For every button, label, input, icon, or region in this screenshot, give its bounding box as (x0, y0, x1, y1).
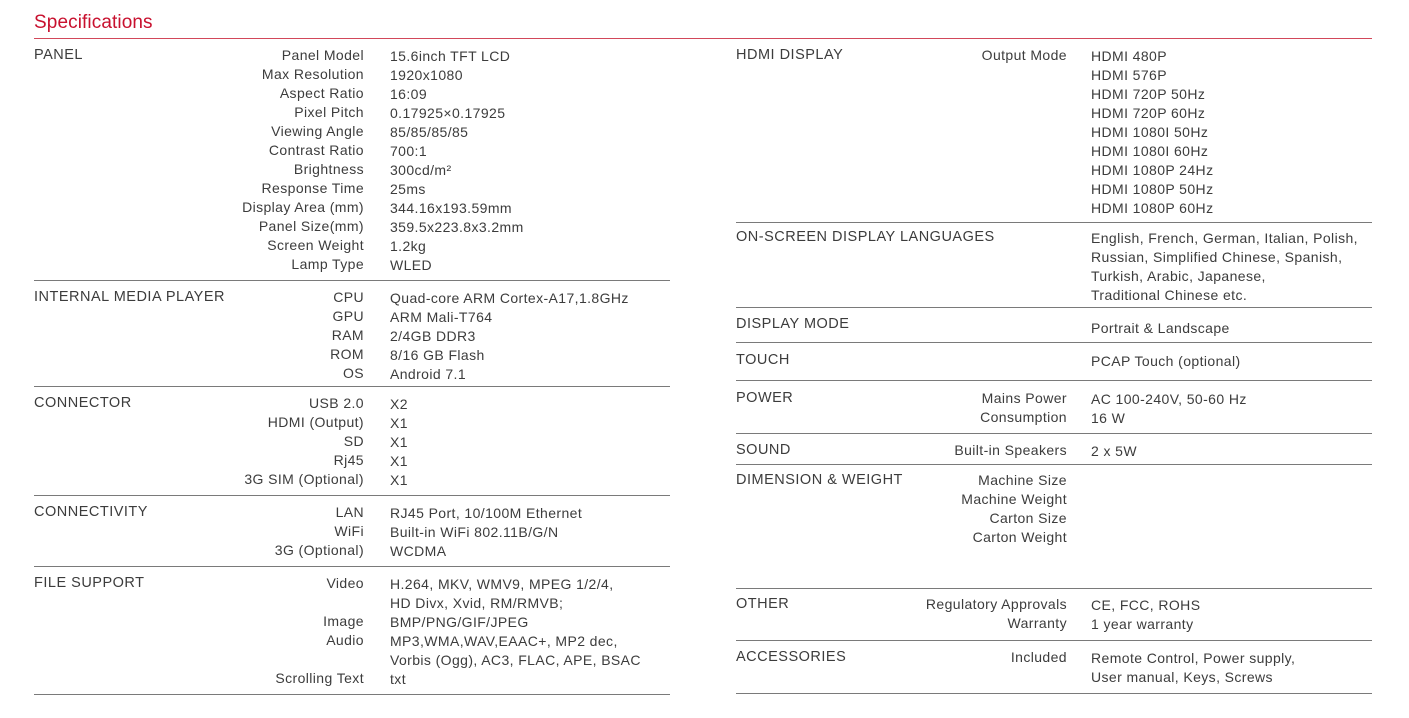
spec-label: OS (342, 365, 364, 381)
spec-section-panel (34, 46, 670, 281)
section-title: ACCESSORIES (736, 649, 847, 665)
spec-value: HDMI 1080I 60Hz (1091, 143, 1209, 159)
spec-label: USB 2.0 (309, 395, 364, 411)
spec-label: 3G (Optional) (274, 542, 364, 558)
spec-label: RAM (331, 327, 364, 343)
spec-value: Russian, Simplified Chinese, Spanish, (1091, 249, 1343, 265)
spec-label: Audio (326, 632, 364, 648)
spec-label: HDMI (Output) (267, 414, 364, 430)
spec-label: Response Time (261, 180, 364, 196)
spec-value: CE, FCC, ROHS (1091, 597, 1201, 613)
spec-value: X1 (390, 472, 408, 488)
section-title: ON-SCREEN DISPLAY LANGUAGES (736, 229, 995, 245)
spec-label: Brightness (293, 161, 364, 177)
spec-label: Consumption (980, 409, 1067, 425)
spec-value: HDMI 1080P 50Hz (1091, 181, 1214, 197)
spec-value: Remote Control, Power supply, (1091, 650, 1296, 666)
spec-value: BMP/PNG/GIF/JPEG (390, 614, 529, 630)
spec-label: LAN (335, 504, 364, 520)
spec-label: Screen Weight (267, 237, 364, 253)
spec-value: 1.2kg (390, 238, 427, 254)
spec-section-file-support (34, 574, 670, 695)
spec-value: HDMI 720P 60Hz (1091, 105, 1206, 121)
spec-value: WLED (390, 257, 433, 273)
spec-label: SD (343, 433, 364, 449)
section-title: HDMI DISPLAY (736, 47, 844, 63)
section-title: TOUCH (736, 352, 790, 368)
spec-value: WCDMA (390, 543, 447, 559)
spec-value: HDMI 576P (1091, 67, 1167, 83)
spec-section-touch (736, 351, 1372, 381)
spec-label: ROM (330, 346, 364, 362)
spec-value: HDMI 1080I 50Hz (1091, 124, 1209, 140)
spec-value: txt (390, 671, 406, 687)
spec-value: Traditional Chinese etc. (1091, 287, 1248, 303)
spec-label: Mains Power (981, 390, 1067, 406)
spec-label: Pixel Pitch (294, 104, 364, 120)
spec-value: RJ45 Port, 10/100M Ethernet (390, 505, 583, 521)
section-title: CONNECTOR (34, 395, 132, 411)
section-title: DISPLAY MODE (736, 316, 850, 332)
spec-label: Panel Size(mm) (258, 218, 364, 234)
spec-value: H.264, MKV, WMV9, MPEG 1/2/4, (390, 576, 614, 592)
spec-section-connector (34, 394, 670, 496)
spec-value: 2 x 5W (1091, 443, 1137, 459)
spec-value: 300cd/m² (390, 162, 452, 178)
spec-label: Machine Size (978, 472, 1067, 488)
spec-value: X2 (390, 396, 408, 412)
spec-value: X1 (390, 434, 408, 450)
spec-value: PCAP Touch (optional) (1091, 353, 1241, 369)
spec-label: Warranty (1007, 615, 1067, 631)
spec-label: Video (326, 575, 364, 591)
spec-value: 15.6inch TFT LCD (390, 48, 511, 64)
spec-value: 1920x1080 (390, 67, 463, 83)
spec-label: Max Resolution (261, 66, 364, 82)
spec-label: CPU (333, 289, 364, 305)
spec-value: 0.17925×0.17925 (390, 105, 506, 121)
spec-section-other (736, 595, 1372, 641)
spec-section-hdmi-display (736, 46, 1372, 223)
spec-value: X1 (390, 415, 408, 431)
spec-section-sound (736, 441, 1372, 465)
spec-value: English, French, German, Italian, Polish, (1091, 230, 1358, 246)
spec-value: 25ms (390, 181, 426, 197)
spec-value: User manual, Keys, Screws (1091, 669, 1273, 685)
spec-value: X1 (390, 453, 408, 469)
spec-value: 16:09 (390, 86, 428, 102)
spec-section-on-screen-display-languages (736, 228, 1372, 308)
spec-value: ARM Mali-T764 (390, 309, 493, 325)
spec-value: 2/4GB DDR3 (390, 328, 476, 344)
section-title: PANEL (34, 47, 83, 63)
section-title: OTHER (736, 596, 790, 612)
spec-section-internal-media-player (34, 288, 670, 387)
spec-label: Aspect Ratio (279, 85, 364, 101)
spec-label: Panel Model (281, 47, 364, 63)
spec-value: 8/16 GB Flash (390, 347, 485, 363)
spec-value: 1 year warranty (1091, 616, 1194, 632)
spec-value: HDMI 480P (1091, 48, 1167, 64)
spec-label: WiFi (334, 523, 364, 539)
spec-label: Lamp Type (291, 256, 364, 272)
section-title: CONNECTIVITY (34, 504, 148, 520)
spec-section-dimension-weight (736, 471, 1372, 589)
spec-value: HD Divx, Xvid, RM/RMVB; (390, 595, 564, 611)
spec-label: Carton Weight (972, 529, 1067, 545)
spec-section-accessories (736, 648, 1372, 694)
section-title: POWER (736, 390, 794, 406)
spec-label: 3G SIM (Optional) (244, 471, 364, 487)
spec-label: Contrast Ratio (268, 142, 364, 158)
spec-label: Image (323, 613, 364, 629)
page-title: Specifications (34, 12, 153, 33)
spec-label: Carton Size (989, 510, 1067, 526)
spec-value: 359.5x223.8x3.2mm (390, 219, 524, 235)
spec-value: Turkish, Arabic, Japanese, (1091, 268, 1266, 284)
spec-label: Built-in Speakers (954, 442, 1067, 458)
spec-label: Scrolling Text (275, 670, 364, 686)
spec-section-display-mode (736, 315, 1372, 343)
spec-label: Viewing Angle (271, 123, 364, 139)
section-title: SOUND (736, 442, 791, 458)
spec-value: HDMI 1080P 60Hz (1091, 200, 1214, 216)
spec-value: Portrait & Landscape (1091, 320, 1230, 336)
spec-label: Rj45 (333, 452, 364, 468)
spec-value: 700:1 (390, 143, 428, 159)
spec-label: Machine Weight (961, 491, 1067, 507)
spec-value: Quad-core ARM Cortex-A17,1.8GHz (390, 290, 629, 306)
spec-label: Output Mode (981, 47, 1067, 63)
spec-value: MP3,WMA,WAV,EAAC+, MP2 dec, (390, 633, 618, 649)
section-title: FILE SUPPORT (34, 575, 145, 591)
spec-value: 85/85/85/85 (390, 124, 469, 140)
section-title: DIMENSION & WEIGHT (736, 472, 903, 488)
spec-value: 344.16x193.59mm (390, 200, 512, 216)
spec-section-connectivity (34, 503, 670, 567)
spec-value: HDMI 1080P 24Hz (1091, 162, 1214, 178)
spec-value: HDMI 720P 50Hz (1091, 86, 1206, 102)
spec-label: Included (1010, 649, 1067, 665)
section-title: INTERNAL MEDIA PLAYER (34, 289, 225, 305)
spec-label: Regulatory Approvals (925, 596, 1067, 612)
spec-value: AC 100-240V, 50-60 Hz (1091, 391, 1247, 407)
spec-value: 16 W (1091, 410, 1126, 426)
spec-value: Built-in WiFi 802.11B/G/N (390, 524, 559, 540)
title-divider (34, 38, 1372, 39)
spec-section-power (736, 389, 1372, 434)
spec-value: Android 7.1 (390, 366, 467, 382)
spec-label: Display Area (mm) (242, 199, 364, 215)
spec-value: Vorbis (Ogg), AC3, FLAC, APE, BSAC (390, 652, 641, 668)
spec-label: GPU (332, 308, 364, 324)
